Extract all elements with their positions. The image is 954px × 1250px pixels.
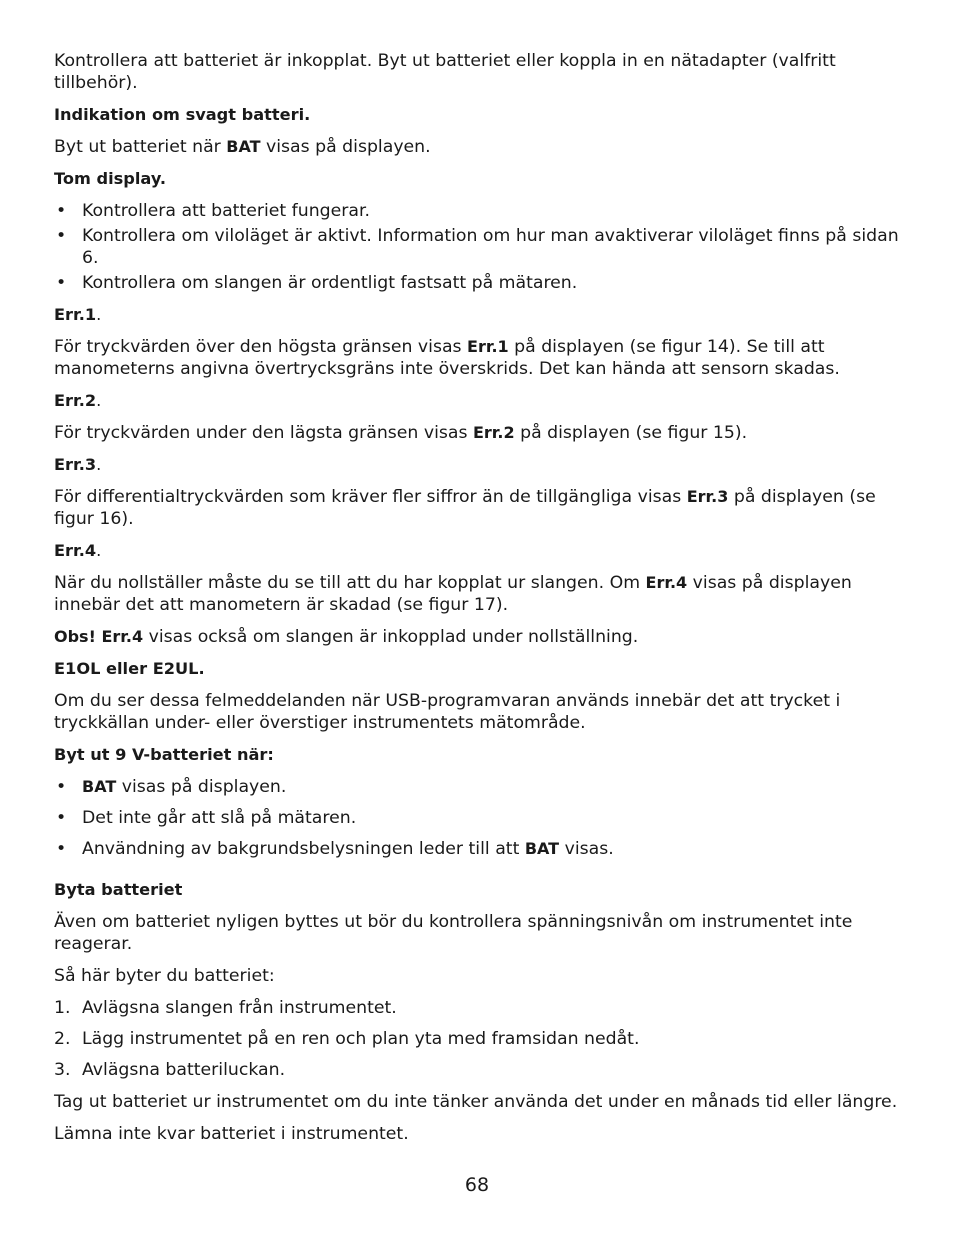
low-battery-paragraph: Byt ut batteriet när BAT visas på displayen. — [54, 137, 431, 157]
page-number: 68 — [464, 1174, 490, 1196]
err4-heading: Err.4. — [54, 541, 102, 560]
empty-display-list — [54, 200, 900, 294]
change-battery-steps — [54, 997, 900, 1081]
change-battery-heading: Byta batteriet — [54, 880, 183, 899]
e1ol-heading: E1OL eller E2UL. — [54, 659, 205, 678]
change-battery-intro: Så här byter du batteriet: — [54, 966, 275, 986]
err4-paragraph: När du nollställer måste du se till att du har kopplat ur slangen. Om Err.4 visas på displayen innebär det att manometern är skadad (se figur 17). — [54, 573, 852, 615]
err2-paragraph: För tryckvärden under den lägsta gränsen visas Err.2 på displayen (se figur 15). — [54, 423, 748, 443]
err1-paragraph: För tryckvärden över den högsta gränsen visas Err.1 på displayen (se figur 14). Se till att manometerns angivna övertrycksgräns inte överskrids. Det kan hända att sensorn skadas. — [54, 337, 840, 379]
remove-battery-paragraph: Tag ut batteriet ur instrumentet om du inte tänker använda det under en månads tid eller längre. — [54, 1092, 898, 1112]
err3-heading: Err.3. — [54, 455, 102, 474]
err1-heading: Err.1. — [54, 305, 102, 324]
leave-battery-paragraph: Lämna inte kvar batteriet i instrumentet. — [54, 1124, 409, 1144]
list-item: • Det inte går att slå på mätaren. — [54, 807, 900, 829]
e1ol-paragraph: Om du ser dessa felmeddelanden när USB-programvaran används innebär det att trycket i tryckkällan under- eller överstiger instrumentets mätområde. — [54, 691, 841, 733]
err2-heading: Err.2. — [54, 391, 102, 410]
list-item: • BAT visas på displayen. — [54, 776, 900, 798]
list-item: 1. Avlägsna slangen från instrumentet. — [54, 998, 397, 1018]
list-item: • Kontrollera att batteriet fungerar. — [54, 200, 900, 222]
replace-9v-list — [54, 776, 900, 860]
list-item: • Kontrollera om viloläget är aktivt. Information om hur man avaktiverar viloläget finns på sidan 6. — [54, 225, 900, 269]
list-item: • Kontrollera om slangen är ordentligt fastsatt på mätaren. — [54, 272, 900, 294]
replace-9v-heading: Byt ut 9 V-batteriet när: — [54, 745, 274, 764]
list-item: • Användning av bakgrundsbelysningen leder till att BAT visas. — [54, 838, 900, 860]
err3-paragraph: För differentialtryckvärden som kräver fler siffror än de tillgängliga visas Err.3 på displayen (se figur 16). — [54, 487, 876, 529]
intro-paragraph: Kontrollera att batteriet är inkopplat. Byt ut batteriet eller koppla in en nätadapter (valfritt tillbehör). — [54, 51, 836, 93]
manual-page — [54, 50, 900, 1155]
list-item: 2. Lägg instrumentet på en ren och plan yta med framsidan nedåt. — [54, 1029, 640, 1049]
list-item: 3. Avlägsna batteriluckan. — [54, 1060, 286, 1080]
change-battery-paragraph: Även om batteriet nyligen byttes ut bör du kontrollera spänningsnivån om instrumentet inte reagerar. — [54, 912, 853, 954]
err4-note: Obs! Err.4 visas också om slangen är inkopplad under nollställning. — [54, 627, 639, 647]
empty-display-heading: Tom display. — [54, 169, 167, 188]
low-battery-heading: Indikation om svagt batteri. — [54, 105, 311, 124]
